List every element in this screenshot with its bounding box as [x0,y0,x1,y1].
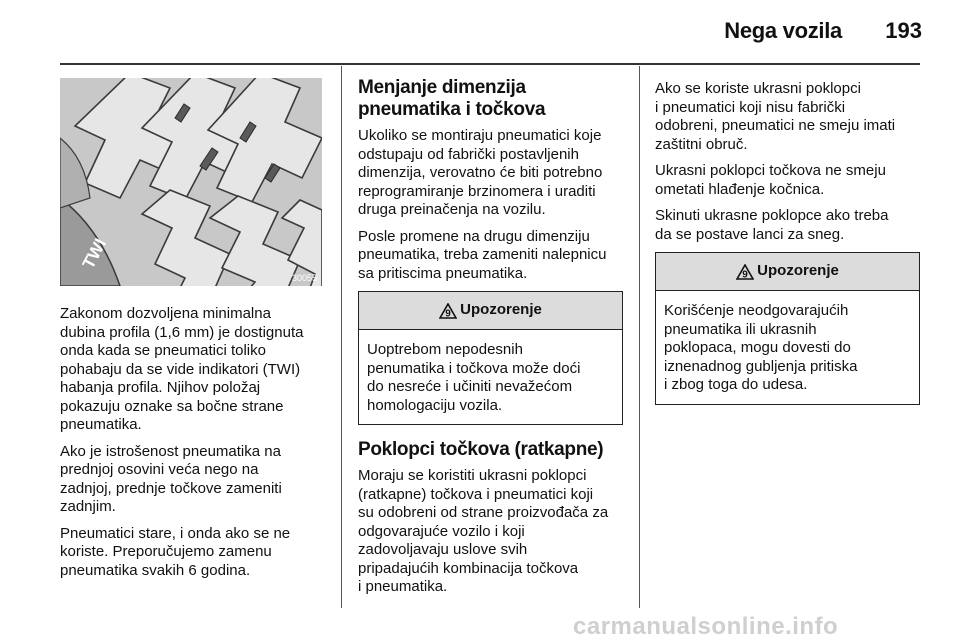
paragraph-twi: Zakonom dozvoljena minimalna dubina profila (1,6 mm) je dostignuta onda kada se pneumatici toliko pohabaju da se vide indikatori (TWI) habanja profila. Njihov položaj pokazuju oznake sa bočne strane pneumatika. [60,305,304,433]
column-divider-2 [639,66,640,608]
middle-column [358,77,623,605]
column-divider-1 [341,66,342,608]
heading-size-change: Menjanje dimenzija pneumatika i točkova [358,77,546,120]
twi-label: TWI [78,235,111,272]
warning-header [359,292,622,330]
paragraph-snow-chains: Skinuti ukrasne poklopce ako treba da se postave lanci za sneg. [655,207,889,243]
warning-box-hubcaps [655,252,920,405]
section-title: Nega vozila [724,18,842,43]
left-column [60,305,335,588]
watermark: carmanualsonline.info [573,613,839,640]
tire-tread-illustration [60,78,322,286]
paragraph-protective-rim: Ako se koriste ukrasni poklopci i pneumatici koji nisu fabrički odobreni, pneumatici ne smeju imati zaštitni obruč. [655,80,896,153]
paragraph-brake-cooling: Ukrasni poklopci točkova ne smeju ometati hlađenje kočnica. [655,162,886,198]
paragraph-hubcaps: Moraju se koristiti ukrasni poklopci (ratkapne) točkova i pneumatici koji su odobreni od strane proizvođača za odgovarajuće vozilo i koji zadovoljavaju uslove svih pripadajućih kombinacija točkova i pneumatika. [358,467,609,595]
warning-triangle-icon [736,264,754,280]
warning-title: Upozorenje [757,262,839,280]
svg-text:9: 9 [742,269,748,280]
svg-text:9: 9 [445,308,451,319]
warning-header [656,253,919,291]
paragraph-speedometer: Ukoliko se montiraju pneumatici koje odstupaju od fabrički postavljenih dimenzija, verovatno će biti potrebno reprogramiranje brzinomera i uraditi druga preinačenja na vozilu. [358,127,603,218]
right-column [655,80,920,419]
paragraph-axle-swap: Ako je istrošenost pneumatika na prednjoj osovini veća nego na zadnjoj, prednje točkove zameniti zadnjim. [60,442,282,515]
tire-tread-drawing [60,78,322,286]
heading-hubcaps: Poklopci točkova (ratkapne) [358,439,604,460]
figure-number: 30055 [291,273,317,283]
page-number: 193 [885,18,922,43]
warning-title: Upozorenje [460,301,542,319]
header-divider [60,63,920,65]
warning-text: Uoptrebom nepodesnih penumatika i točkova može doći do nesreće i učiniti nevažećom homologaciju vozila. [367,341,581,414]
paragraph-pressure-label: Posle promene na drugu dimenziju pneumatika, treba zameniti nalepnicu sa pritiscima pneumatika. [358,227,607,282]
warning-box-wheels [358,291,623,425]
warning-text: Korišćenje neodgovarajućih pneumatika ili ukrasnih poklopaca, mogu dovesti do iznenadnog gubljenja pritiska i zbog toga do udesa. [664,302,858,393]
warning-triangle-icon [439,303,457,319]
paragraph-tire-age: Pneumatici stare, i onda ako se ne koriste. Preporučujemo zamenu pneumatika svakih 6 godina. [60,524,291,579]
